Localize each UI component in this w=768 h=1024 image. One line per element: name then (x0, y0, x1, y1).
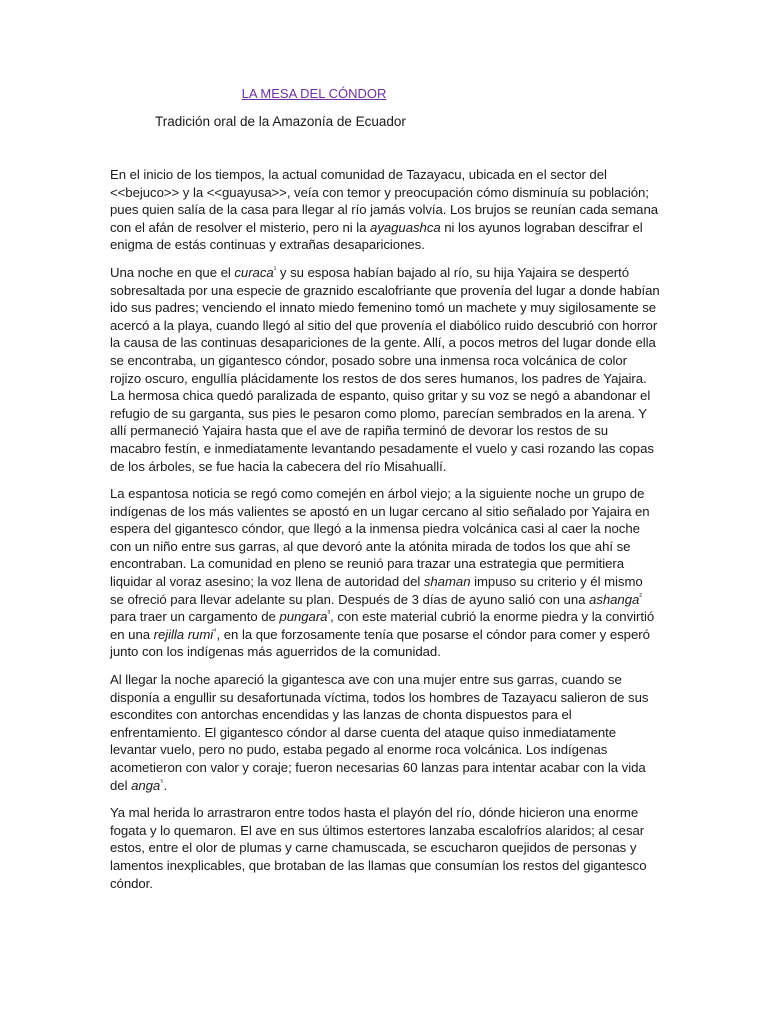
paragraph (110, 671, 660, 794)
footnote-marker: ² (639, 591, 642, 601)
footnote-marker: ¹ (273, 264, 277, 274)
text-run: En el inicio de los tiempos, la actual comunidad de Tazayacu, ubicada en el sector del <<bejuco>> y la <<guayusa>>, veía con temor y preocupación cómo disminuía su población; pues quien salía de la casa para llegar al río jamás volvía. Los brujos se reunían cada semana con el afán de resolver el misterio, pero ni la (110, 167, 659, 235)
italic-term: rejilla rumi (153, 626, 214, 642)
text-run: La espantosa noticia se regó como comején en árbol viejo; a la siguiente noche un grupo de indígenas de los más valientes se apostó en un lugar cercano al sitio señalado por Yajaira en espera del gigantesco cóndor, que llegó a la inmensa piedra volcánica casi al caer la noche con un niño entre sus garras, al que devoró ante la atónita mirada de todos los que ahí se encontraban. La comunidad en pleno se reunió para trazar una estrategia que permitiera liquidar al voraz asesino; la voz llena de autoridad del (110, 486, 650, 590)
footnote-marker: ⁴ (213, 626, 217, 636)
text-run: y su esposa habían bajado al río, su hija Yajaira se despertó sobresaltada por una especie de graznido escalofriante que provenía del lugar a donde habían ido sus padres; venciendo el innato miedo femenino tomó un machete y muy sigilosamente se acercó a la playa, cuando llegó al sitio del que provenía el diabólico ruido descubrió con horror la causa de las continuas desapariciones de la gente. Allí, a pocos metros del lugar donde ella se encontraba, un gigantesco cóndor, posado sobre una inmensa roca volcánica de color rojizo oscuro, engullía plácidamente los restos de dos seres humanos, los padres de Yajaira. La hermosa chica quedó paralizada de espanto, quiso gritar y su voz se negó a abandonar el refugio de su garganta, sus pies le pesaron como plomo, parecían sembrados en la arena. Y allí permaneció Yajaira hasta que el ave de rapiña terminó de devorar los restos de su macabro festín, e inmediatamente levantando pesadamente el vuelo y casi rozando las copas de los árboles, se fue hacia la cabecera del río Misahuallí. (110, 264, 660, 474)
text-run: Ya mal herida lo arrastraron entre todos hasta el playón del río, dónde hicieron una enorme fogata y lo quemaron. El ave en sus últimos estertores lanzaba escalofríos alaridos; al cesar estos, entre el olor de plumas y carne chamuscada, se escucharon quejidos de personas y lamentos inexplicables, que brotaban de las llamas que consumían los restos del gigantesco cóndor. (110, 805, 647, 891)
italic-term: anga (131, 777, 161, 793)
italic-term: shaman (423, 574, 471, 590)
text-run: . (163, 777, 168, 793)
italic-term: ayaguashca (370, 219, 441, 235)
text-run: , en la que forzosamente tenía que posarse el cóndor para comer y esperó junto con los indígenas más aguerridos de la comunidad. (110, 626, 650, 660)
text-run: Al llegar la noche apareció la gigantesca ave con una mujer entre sus garras, cuando se disponía a engullir su desafortunada víctima, todos los hombres de Tazayacu salieron de sus escondites con antorchas encendidas y las lanzas de chonta dispuestos para el enfrentamiento. El gigantesco cóndor al darse cuenta del ataque quiso inmediatamente levantar vuelo, pero no pudo, estaba pegado al enorme roca volcánica. Los indígenas acometieron con valor y coraje; fueron necesarias 60 lanzas para intentar acabar con la vida del (110, 672, 649, 793)
paragraph (110, 166, 660, 254)
text-run: Una noche en que el (110, 264, 235, 280)
document-title: LA MESA DEL CÓNDOR (241, 86, 387, 101)
italic-term: curaca (234, 264, 274, 280)
italic-term: ashanga (589, 591, 640, 607)
document-body (110, 166, 660, 902)
italic-term: pungara (279, 609, 328, 625)
paragraph (110, 804, 660, 892)
paragraph (110, 264, 660, 475)
text-run: para traer un cargamento de (110, 609, 280, 625)
paragraph (110, 485, 660, 661)
text-run: , con este material cubrió la enorme piedra y la convirtió en una (110, 609, 655, 642)
footnote-marker: ⁵ (160, 777, 164, 787)
text-run: ni los ayunos lograban descifrar el enigma de estás continuas y extrañas desapariciones. (110, 219, 643, 253)
document-subtitle: Tradición oral de la Amazonía de Ecuador (155, 114, 406, 129)
footnote-marker: ³ (327, 608, 331, 618)
text-run: impuso su criterio y él mismo se ofreció para llevar adelante su plan. Después de 3 días de ayuno salió con una (110, 574, 643, 607)
